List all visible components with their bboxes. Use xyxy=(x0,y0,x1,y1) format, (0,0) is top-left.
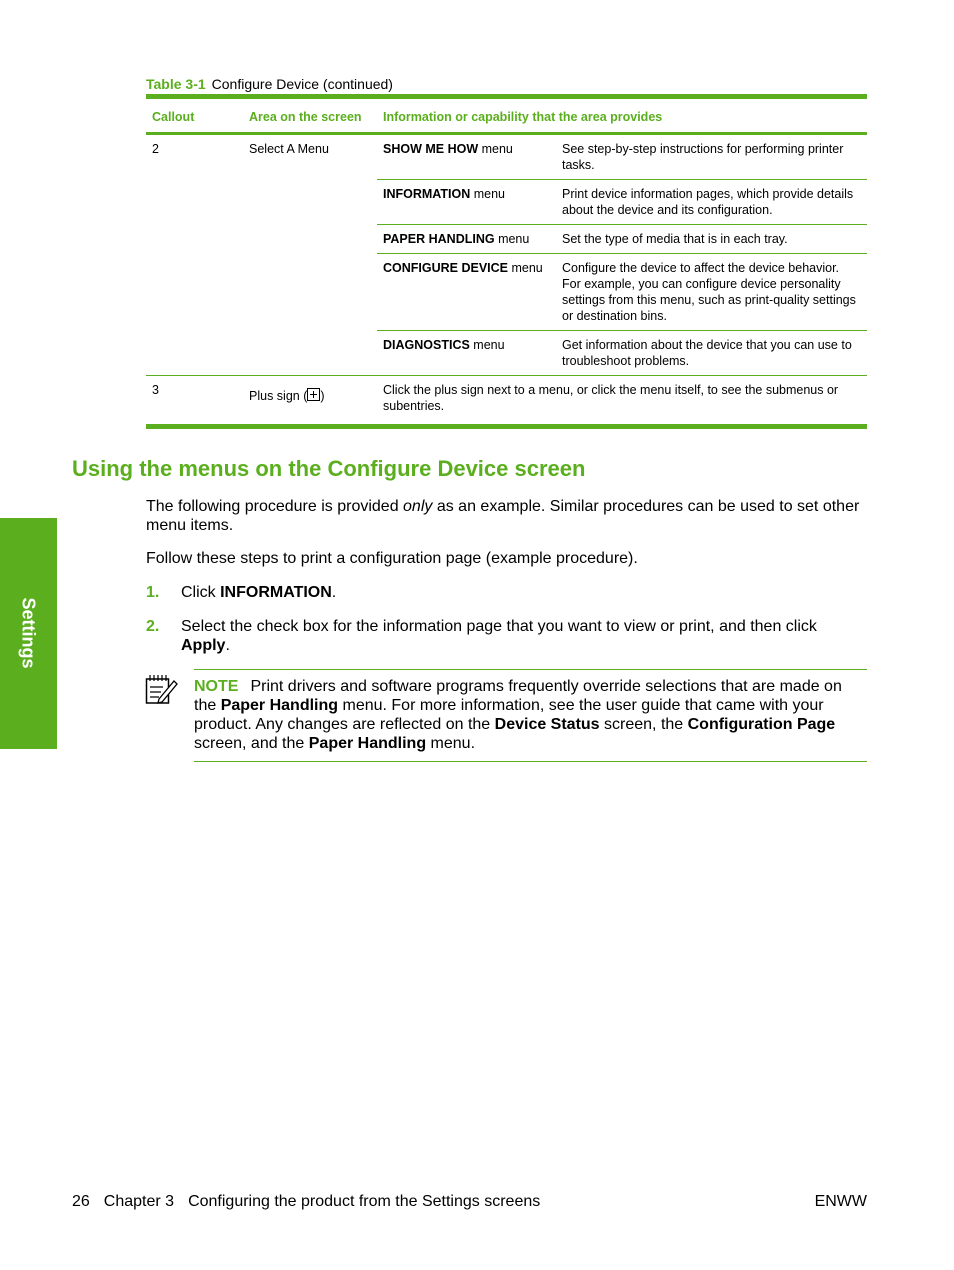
callout-number: 2 xyxy=(146,134,243,376)
step-number: 2. xyxy=(146,618,160,635)
menu-info: Click the plus sign next to a menu, or click the menu itself, to see the submenus or subentries. xyxy=(383,383,839,413)
table-header-row xyxy=(146,97,867,134)
table-caption-label: Table 3-1 xyxy=(146,76,206,92)
footer-right-label: ENWW xyxy=(814,1193,867,1210)
plus-box-icon xyxy=(307,388,320,401)
table-caption xyxy=(146,76,393,92)
menu-info: Print device information pages, which provide details about the device and its configuration. xyxy=(556,180,867,225)
page-number: 26 xyxy=(72,1193,90,1210)
section-heading: Using the menus on the Configure Device screen xyxy=(72,456,586,481)
note-text: NOTE Print drivers and software programs frequently override selections that are made on the Paper Handling menu. For more information, see the user guide that came with your product. Any changes are reflected on the Device Status screen, the Configuration Page screen, and the Paper Handling menu. xyxy=(194,678,842,752)
note-box xyxy=(194,669,867,762)
menu-info: Get information about the device that you can use to troubleshoot problems. xyxy=(556,331,867,376)
menu-info: See step-by-step instructions for performing printer tasks. xyxy=(556,134,867,180)
menu-name: INFORMATION menu xyxy=(377,180,556,225)
menu-name: CONFIGURE DEVICE menu xyxy=(377,254,556,331)
area-cell: Plus sign ( ) xyxy=(249,389,325,403)
side-tab-label: Settings xyxy=(18,597,39,669)
menu-name: SHOW ME HOW menu xyxy=(377,134,556,180)
area-cell: Select A Menu xyxy=(243,134,377,376)
table-row xyxy=(146,134,867,180)
table-caption-title: Configure Device (continued) xyxy=(211,76,393,92)
header-area: Area on the screen xyxy=(249,110,362,124)
step-text: Click INFORMATION. xyxy=(181,584,337,601)
chapter-title: Configuring the product from the Settings screens xyxy=(188,1193,541,1210)
note-pad-icon xyxy=(145,673,179,705)
header-callout: Callout xyxy=(152,110,195,124)
menu-info: Set the type of media that is in each tray. xyxy=(556,225,867,254)
menu-name: PAPER HANDLING menu xyxy=(377,225,556,254)
step-text: Select the check box for the information page that you want to view or print, and then click Apply. xyxy=(181,618,817,654)
table-row xyxy=(146,376,867,427)
chapter-label: Chapter 3 xyxy=(103,1193,175,1210)
note-label: NOTE xyxy=(194,678,239,695)
callout-number: 3 xyxy=(152,383,159,397)
intro-paragraph: The following procedure is provided only as an example. Similar procedures can be used to set other menu items. xyxy=(146,498,860,534)
header-info: Information or capability that the area provides xyxy=(383,110,663,124)
menu-info: Configure the device to affect the device behavior. For example, you can configure device personality settings from this menu, such as print-quality settings or destination bins. xyxy=(556,254,867,331)
page-footer xyxy=(72,1193,867,1211)
procedure-paragraph: Follow these steps to print a configuration page (example procedure). xyxy=(146,550,638,567)
menu-name: DIAGNOSTICS menu xyxy=(377,331,556,376)
configure-device-table xyxy=(146,94,867,429)
step-number: 1. xyxy=(146,584,160,601)
